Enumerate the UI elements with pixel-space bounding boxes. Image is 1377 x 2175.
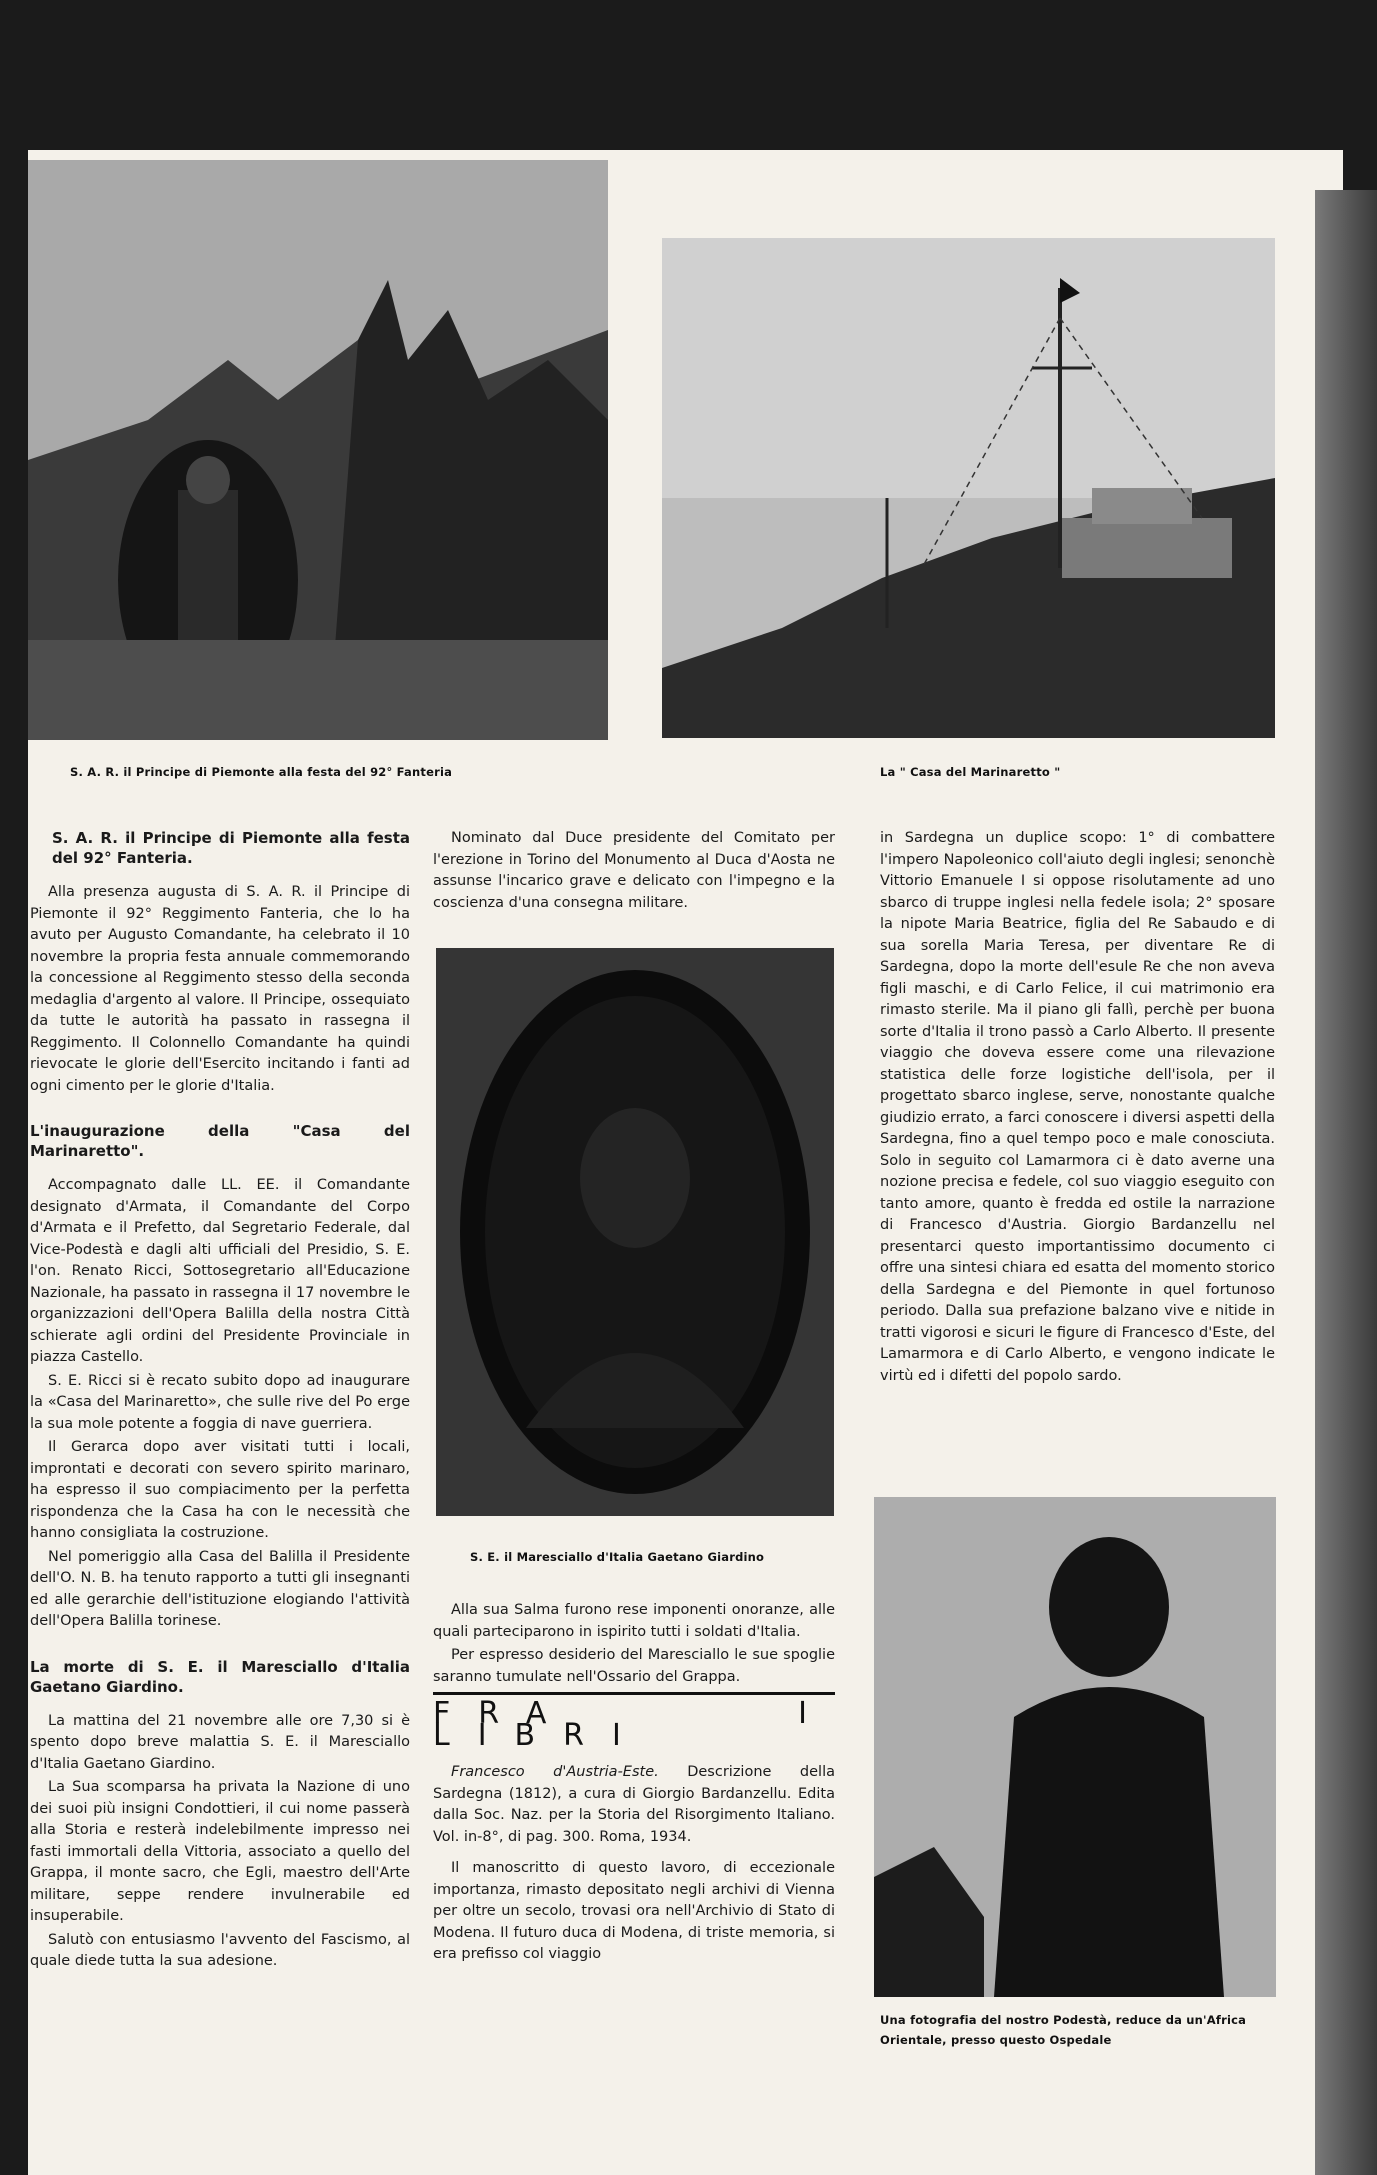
para-sardegna: in Sardegna un duplice scopo: 1° di combattere l'impero Napoleonico coll'aiuto degli inglesi; senonchè Vittorio Emanuele I si oppose risolutamente ad uno sbarco di truppe inglesi nella fedele isola; 2° sposare la nipote Maria Beatrice, figlia del Re Sabaudo e di sua sorella Maria Teresa, per diventare Re di Sardegna, dopo la morte dell'esule Re che non aveva figli maschi, e di Carlo Felice, il cui matrimonio era rimasto sterile. Ma il piano gli fallì, perchè per buona sorte d'Italia il trono passò a Carlo Alberto. Il presente viaggio che doveva essere come una rilevazione statistica delle forze logistiche dell'isola, per il progettato sbarco inglese, serve, nonostante qualche giudizio errato, a farci conoscere i diversi aspetti della Sardegna, fino a quel tempo poco e male conosciuta. Solo in seguito col Lamarmora ci è dato averne una nozione precisa e fedele, col suo viaggio eseguito con tanto amore, quanto è fredda ed ostile la narrazione di Francesco d'Austria. Giorgio Bardanzellu nel presentarci questo importantissimo documento ci offre una sintesi chiara ed esatta del momento storico della Sardegna e del Piemonte in quel fortunoso periodo. Dalla sua prefazione balzano vive e nitide in tratti vigorosi e sicuri le figure di Francesco d'Este, del Lamarmora e di Carlo Alberto, e vengono indicate le virtù ed i difetti del popolo sardo. xyxy=(880,830,1275,1384)
book-reference xyxy=(433,1762,835,1848)
caption-photo-marinaretto: La " Casa del Marinaretto " xyxy=(880,765,1061,779)
book-author: Francesco d'Austria-Este. xyxy=(451,1764,659,1780)
photo-casa-marinaretto xyxy=(662,238,1275,738)
para-principe: Alla presenza augusta di S. A. R. il Principe di Piemonte il 92° Reggimento Fanteria, che lo ha avuto per Augusto Comandante, ha celebrato il 10 novembre la propria festa annuale commemorando la concessione al Reggimento stesso della seconda medaglia d'argento al valore. Il Principe, ossequiato da tutte le autorità ha passato in rassegna il Reggimento. Il Colonnello Comandante ha quindi rievocate le glorie dell'Esercito incitando i fanti ad ogni cimento per le glorie d'Italia. xyxy=(30,884,410,1094)
page-edge-shadow xyxy=(1315,190,1377,2175)
photo-giardino-portrait xyxy=(436,948,834,1516)
column-left xyxy=(30,828,410,1975)
heading-giardino: La morte di S. E. il Maresciallo d'Italia Gaetano Giardino. xyxy=(30,1657,410,1696)
para-salma: Alla sua Salma furono rese imponenti onoranze, alle quali parteciparono in ispirito tutti i soldati d'Italia. xyxy=(433,1602,835,1640)
heading-principe: S. A. R. il Principe di Piemonte alla festa del 92° Fanteria. xyxy=(52,829,410,867)
para-manoscritto: Il manoscritto di questo lavoro, di eccezionale importanza, rimasto depositato negli archivi di Vienna per oltre un secolo, trovasi ora nell'Archivio di Stato di Modena. Il futuro duca di Modena, di triste memoria, si era prefisso col viaggio xyxy=(433,1860,835,1962)
book-details: Descrizione della Sardegna (1812), a cura di Giorgio Bardanzellu. Edita dalla Soc. Naz. per la Storia del Risorgimento Italiano. Vol. in-8°, di pag. 300. Roma, 1934. xyxy=(433,1764,835,1845)
caption-photo-giardino: S. E. il Maresciallo d'Italia Gaetano Giardino xyxy=(470,1550,765,1564)
para-marinaretto-4: Nel pomeriggio alla Casa del Balilla il Presidente dell'O. N. B. ha tenuto rapporto a tutti gli insegnanti ed alle gerarchie dell'istituzione elogiando l'attività dell'Opera Balilla torinese. xyxy=(30,1548,410,1629)
para-marinaretto-3: Il Gerarca dopo aver visitati tutti i locali, improntati e decorati con severo spirito marinaro, ha espresso il suo compiacimento per la perfetta rispondenza che la Casa ha con le necessità che hanno consigliata la costruzione. xyxy=(30,1439,410,1541)
caption-photo-prince: S. A. R. il Principe di Piemonte alla festa del 92° Fanteria xyxy=(70,765,453,779)
column-right xyxy=(880,828,1275,1389)
photo-prince-festa xyxy=(28,160,608,740)
column-middle-lower xyxy=(433,1600,835,1968)
para-giardino-1: La mattina del 21 novembre alle ore 7,30 si è spento dopo breve malattia S. E. il Maresciallo d'Italia Gaetano Giardino. xyxy=(30,1712,410,1772)
para-giardino-3: Salutò con entusiasmo l'avvento del Fascismo, al quale diede tutta la sua adesione. xyxy=(30,1931,410,1969)
para-monumento: Nominato dal Duce presidente del Comitato per l'erezione in Torino del Monumento al Duca d'Aosta ne assunse l'incarico grave e delicato con l'impegno e la coscienza d'una consegna militare. xyxy=(433,830,835,911)
heading-marinaretto: L'inaugurazione della "Casa del Marinaretto". xyxy=(30,1122,410,1160)
photo-podesta xyxy=(874,1497,1276,1997)
para-giardino-2: La Sua scomparsa ha privata la Nazione di uno dei suoi più insigni Condottieri, il cui nome passerà alla Storia e resterà indelebilmente impresso nei fasti immortali della Vittoria, associato a quello del Grappa, il monte sacro, che Egli, maestro dell'Arte militare, seppe rendere invulnerabile ed insuperabile. xyxy=(30,1779,410,1924)
para-ossario: Per espresso desiderio del Maresciallo le sue spoglie saranno tumulate nell'Ossario del Grappa. xyxy=(433,1647,835,1685)
para-marinaretto-2: S. E. Ricci si è recato subito dopo ad inaugurare la «Casa del Marinaretto», che sulle rive del Po erge la sua mole potente a foggia di nave guerriera. xyxy=(30,1372,410,1432)
caption-photo-podesta: Una fotografia del nostro Podestà, reduce da un'Africa Orientale, presso questo Ospedale xyxy=(880,2013,1247,2047)
column-middle xyxy=(433,828,835,916)
para-marinaretto-1: Accompagnato dalle LL. EE. il Comandante designato d'Armata, il Comandante del Corpo d'Armata e il Prefetto, dal Segretario Federale, dal Vice-Podestà e dagli alti ufficiali del Presidio, S. E. l'on. Renato Ricci, Sottosegretario all'Educazione Nazionale, ha passato in rassegna il 17 novembre le organizzazioni dell'Opera Balilla della nostra Città schierate agli ordini del Presidente Provinciale in piazza Castello. xyxy=(30,1177,410,1365)
section-title-fra-i-libri: FRA I LIBRI xyxy=(433,1692,835,1746)
